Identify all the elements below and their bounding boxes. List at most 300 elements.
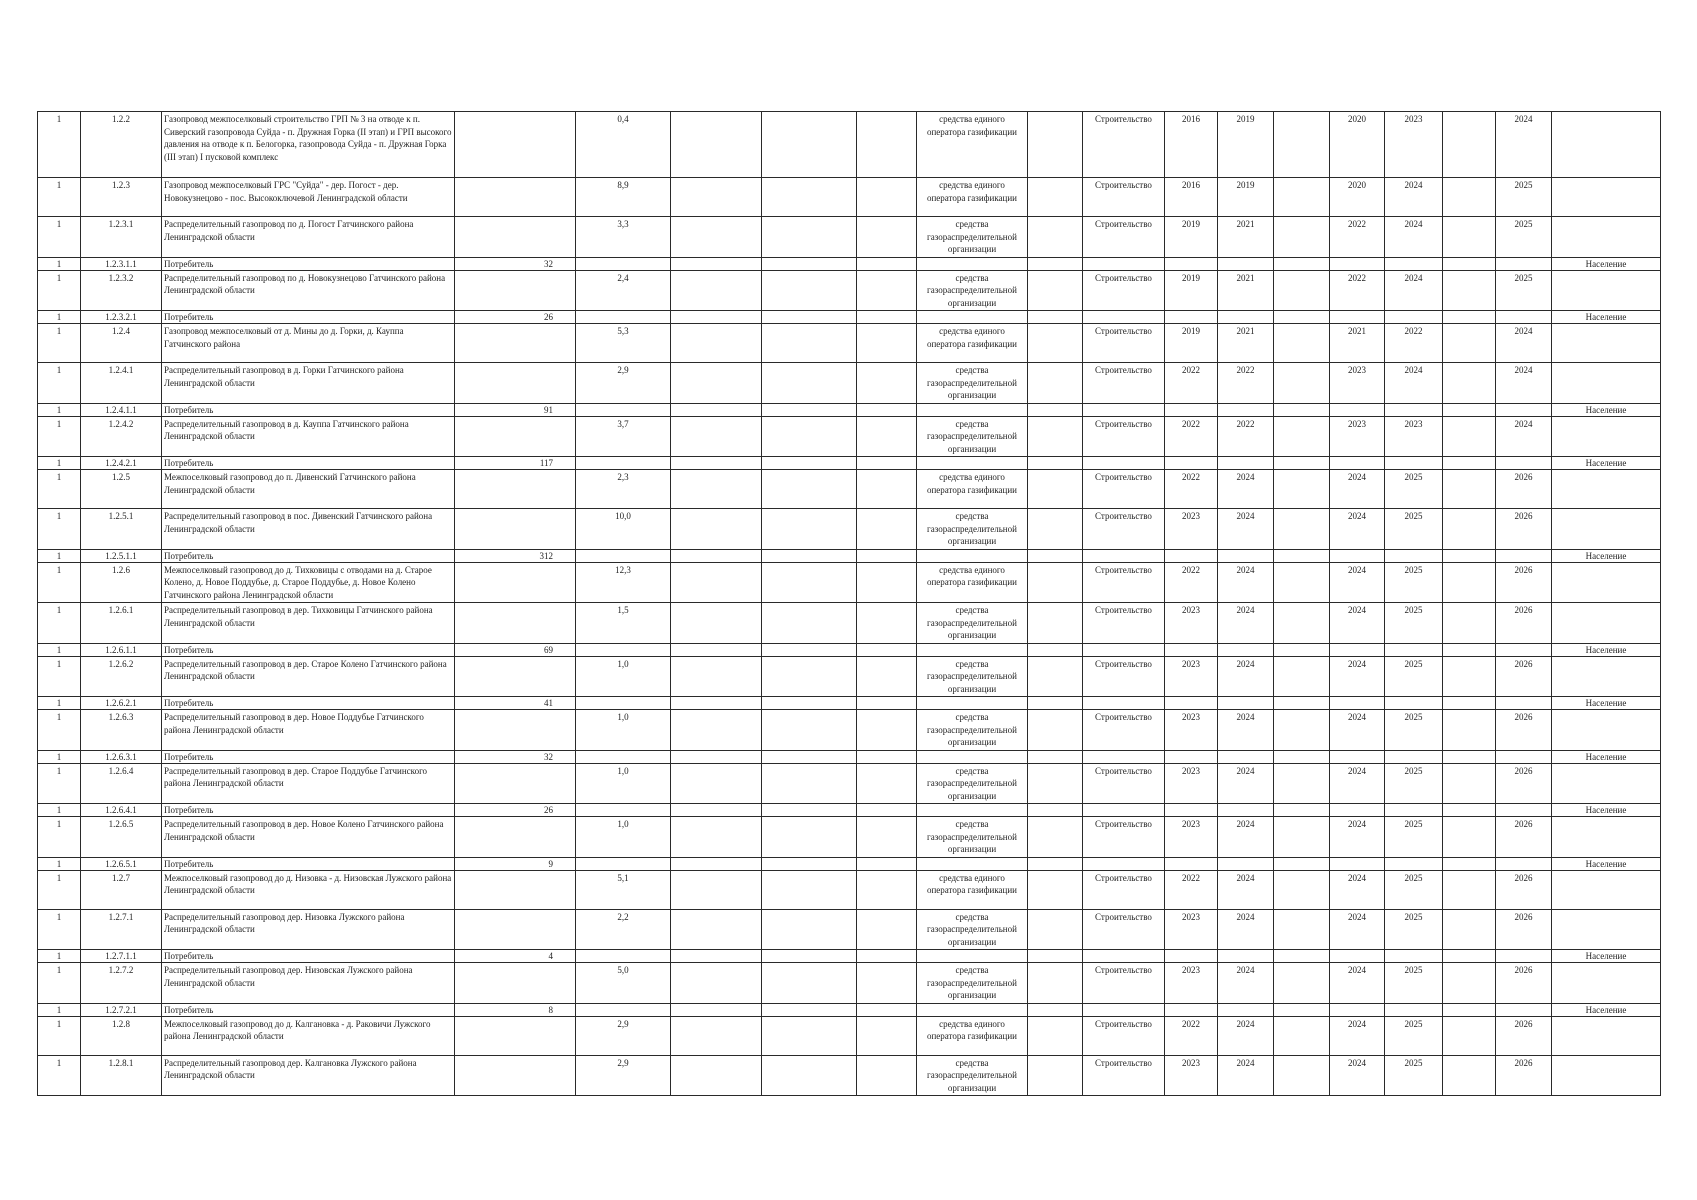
empty-cell — [1028, 403, 1083, 416]
empty-cell — [1385, 403, 1443, 416]
consumer-count-cell: 312 — [455, 549, 576, 562]
empty-cell — [1443, 217, 1496, 258]
funding-source-cell: средства единого оператора газификации — [917, 112, 1028, 178]
empty-cell — [671, 457, 762, 470]
section-cell: 1 — [38, 549, 81, 562]
table-row — [38, 963, 1661, 1004]
section-cell: 1 — [38, 750, 81, 763]
empty-cell — [1552, 603, 1661, 644]
empty-cell — [671, 603, 762, 644]
empty-cell — [1165, 804, 1218, 817]
empty-cell — [1496, 804, 1552, 817]
empty-cell — [857, 562, 917, 603]
length-cell: 1,5 — [576, 603, 671, 644]
work-type-cell: Строительство — [1083, 1016, 1165, 1055]
section-cell: 1 — [38, 324, 81, 363]
empty-cell — [857, 870, 917, 909]
year-cell: 2025 — [1385, 870, 1443, 909]
year-cell: 2026 — [1496, 963, 1552, 1004]
empty-cell — [1443, 950, 1496, 963]
empty-cell — [762, 1055, 857, 1096]
empty-cell — [1165, 457, 1218, 470]
table-row — [38, 562, 1661, 603]
empty-cell — [455, 324, 576, 363]
empty-cell — [857, 363, 917, 404]
empty-cell — [762, 804, 857, 817]
empty-cell — [1083, 697, 1165, 710]
year-cell: 2024 — [1330, 870, 1385, 909]
work-type-cell: Строительство — [1083, 817, 1165, 858]
empty-cell — [576, 1003, 671, 1016]
section-cell: 1 — [38, 270, 81, 311]
work-type-cell: Строительство — [1083, 470, 1165, 509]
empty-cell — [671, 217, 762, 258]
year-cell: 2024 — [1496, 112, 1552, 178]
empty-cell — [671, 509, 762, 550]
work-type-cell: Строительство — [1083, 178, 1165, 217]
consumer-category-cell: Население — [1552, 950, 1661, 963]
empty-cell — [1330, 1003, 1385, 1016]
object-name-cell: Распределительный газопровод по д. Погост Гатчинского района Ленинградской области — [162, 217, 455, 258]
section-cell: 1 — [38, 1003, 81, 1016]
year-cell: 2023 — [1165, 656, 1218, 697]
consumer-category-cell: Население — [1552, 697, 1661, 710]
empty-cell — [455, 1055, 576, 1096]
code-cell: 1.2.3.2.1 — [81, 311, 162, 324]
consumer-label-cell: Потребитель — [162, 403, 455, 416]
year-cell: 2024 — [1218, 817, 1274, 858]
work-type-cell: Строительство — [1083, 763, 1165, 804]
empty-cell — [1443, 817, 1496, 858]
empty-cell — [671, 1016, 762, 1055]
empty-cell — [1443, 311, 1496, 324]
empty-cell — [1496, 857, 1552, 870]
funding-source-cell: средства газораспределительной организации — [917, 270, 1028, 311]
year-cell: 2026 — [1496, 870, 1552, 909]
length-cell: 2,9 — [576, 1016, 671, 1055]
code-cell: 1.2.8.1 — [81, 1055, 162, 1096]
section-cell: 1 — [38, 217, 81, 258]
year-cell: 2022 — [1165, 416, 1218, 457]
consumer-label-cell: Потребитель — [162, 257, 455, 270]
empty-cell — [455, 562, 576, 603]
year-cell: 2016 — [1165, 112, 1218, 178]
empty-cell — [1443, 324, 1496, 363]
empty-cell — [1443, 403, 1496, 416]
section-cell: 1 — [38, 1016, 81, 1055]
code-cell: 1.2.6.2 — [81, 656, 162, 697]
year-cell: 2019 — [1218, 178, 1274, 217]
empty-cell — [1443, 763, 1496, 804]
table-row — [38, 909, 1661, 950]
year-cell: 2025 — [1385, 763, 1443, 804]
empty-cell — [1443, 750, 1496, 763]
empty-cell — [1274, 763, 1330, 804]
consumer-row — [38, 403, 1661, 416]
empty-cell — [671, 804, 762, 817]
empty-cell — [1165, 311, 1218, 324]
empty-cell — [1552, 509, 1661, 550]
section-cell: 1 — [38, 470, 81, 509]
table-row — [38, 112, 1661, 178]
object-name-cell: Межпоселковый газопровод до д. Калгановка - д. Раковичи Лужского района Ленинградской области — [162, 1016, 455, 1055]
empty-cell — [576, 311, 671, 324]
section-cell: 1 — [38, 763, 81, 804]
consumer-category-cell: Население — [1552, 1003, 1661, 1016]
empty-cell — [1165, 257, 1218, 270]
code-cell: 1.2.7.2.1 — [81, 1003, 162, 1016]
empty-cell — [671, 1055, 762, 1096]
empty-cell — [1443, 656, 1496, 697]
empty-cell — [671, 870, 762, 909]
empty-cell — [1218, 643, 1274, 656]
empty-cell — [671, 697, 762, 710]
work-type-cell: Строительство — [1083, 112, 1165, 178]
work-type-cell: Строительство — [1083, 710, 1165, 751]
empty-cell — [1028, 363, 1083, 404]
table-body — [38, 112, 1661, 1096]
code-cell: 1.2.3.2 — [81, 270, 162, 311]
year-cell: 2026 — [1496, 509, 1552, 550]
length-cell: 3,7 — [576, 416, 671, 457]
empty-cell — [1385, 549, 1443, 562]
empty-cell — [1443, 470, 1496, 509]
empty-cell — [455, 870, 576, 909]
empty-cell — [857, 804, 917, 817]
section-cell: 1 — [38, 257, 81, 270]
empty-cell — [762, 416, 857, 457]
empty-cell — [1028, 710, 1083, 751]
consumer-category-cell: Население — [1552, 403, 1661, 416]
section-cell: 1 — [38, 870, 81, 909]
year-cell: 2023 — [1165, 1055, 1218, 1096]
consumer-label-cell: Потребитель — [162, 697, 455, 710]
year-cell: 2024 — [1496, 324, 1552, 363]
year-cell: 2023 — [1330, 416, 1385, 457]
empty-cell — [1028, 217, 1083, 258]
empty-cell — [1218, 311, 1274, 324]
table-row — [38, 363, 1661, 404]
year-cell: 2026 — [1496, 562, 1552, 603]
consumer-count-cell: 4 — [455, 950, 576, 963]
year-cell: 2025 — [1385, 656, 1443, 697]
length-cell: 2,3 — [576, 470, 671, 509]
year-cell: 2024 — [1496, 363, 1552, 404]
empty-cell — [1496, 457, 1552, 470]
year-cell: 2019 — [1218, 112, 1274, 178]
empty-cell — [762, 178, 857, 217]
empty-cell — [762, 643, 857, 656]
year-cell: 2025 — [1385, 710, 1443, 751]
empty-cell — [1028, 1016, 1083, 1055]
empty-cell — [1552, 763, 1661, 804]
consumer-row — [38, 804, 1661, 817]
section-cell: 1 — [38, 509, 81, 550]
funding-source-cell: средства газораспределительной организации — [917, 1055, 1028, 1096]
year-cell: 2019 — [1165, 217, 1218, 258]
year-cell: 2024 — [1330, 909, 1385, 950]
year-cell: 2024 — [1218, 909, 1274, 950]
code-cell: 1.2.4.2 — [81, 416, 162, 457]
empty-cell — [917, 804, 1028, 817]
funding-source-cell: средства газораспределительной организации — [917, 763, 1028, 804]
code-cell: 1.2.6.4.1 — [81, 804, 162, 817]
empty-cell — [917, 257, 1028, 270]
object-name-cell: Газопровод межпоселковый от д. Мины до д. Горки, д. Кауппа Гатчинского района — [162, 324, 455, 363]
empty-cell — [1443, 549, 1496, 562]
empty-cell — [1083, 950, 1165, 963]
empty-cell — [1083, 857, 1165, 870]
year-cell: 2025 — [1385, 509, 1443, 550]
empty-cell — [1274, 1016, 1330, 1055]
empty-cell — [762, 112, 857, 178]
consumer-row — [38, 311, 1661, 324]
empty-cell — [762, 509, 857, 550]
empty-cell — [1330, 857, 1385, 870]
year-cell: 2023 — [1385, 112, 1443, 178]
year-cell: 2023 — [1385, 416, 1443, 457]
section-cell: 1 — [38, 697, 81, 710]
empty-cell — [762, 817, 857, 858]
work-type-cell: Строительство — [1083, 217, 1165, 258]
empty-cell — [1443, 1003, 1496, 1016]
code-cell: 1.2.4.1.1 — [81, 403, 162, 416]
empty-cell — [1385, 257, 1443, 270]
length-cell: 3,3 — [576, 217, 671, 258]
empty-cell — [455, 710, 576, 751]
empty-cell — [1218, 457, 1274, 470]
empty-cell — [1443, 1016, 1496, 1055]
code-cell: 1.2.5.1 — [81, 509, 162, 550]
consumer-label-cell: Потребитель — [162, 549, 455, 562]
empty-cell — [917, 750, 1028, 763]
code-cell: 1.2.6.1 — [81, 603, 162, 644]
funding-source-cell: средства газораспределительной организации — [917, 710, 1028, 751]
empty-cell — [857, 416, 917, 457]
empty-cell — [857, 270, 917, 311]
empty-cell — [1274, 710, 1330, 751]
year-cell: 2023 — [1165, 909, 1218, 950]
length-cell: 5,1 — [576, 870, 671, 909]
year-cell: 2020 — [1330, 178, 1385, 217]
length-cell: 1,0 — [576, 763, 671, 804]
year-cell: 2019 — [1165, 270, 1218, 311]
table-row — [38, 178, 1661, 217]
year-cell: 2026 — [1496, 656, 1552, 697]
funding-source-cell: средства единого оператора газификации — [917, 870, 1028, 909]
consumer-label-cell: Потребитель — [162, 311, 455, 324]
year-cell: 2024 — [1330, 509, 1385, 550]
empty-cell — [1274, 1003, 1330, 1016]
section-cell: 1 — [38, 457, 81, 470]
funding-source-cell: средства единого оператора газификации — [917, 562, 1028, 603]
empty-cell — [1274, 1055, 1330, 1096]
empty-cell — [857, 603, 917, 644]
empty-cell — [1028, 697, 1083, 710]
empty-cell — [1443, 857, 1496, 870]
empty-cell — [1083, 804, 1165, 817]
empty-cell — [857, 909, 917, 950]
year-cell: 2021 — [1330, 324, 1385, 363]
empty-cell — [1028, 562, 1083, 603]
empty-cell — [917, 457, 1028, 470]
funding-source-cell: средства газораспределительной организации — [917, 416, 1028, 457]
empty-cell — [857, 963, 917, 1004]
empty-cell — [1496, 549, 1552, 562]
empty-cell — [1385, 1003, 1443, 1016]
empty-cell — [1274, 217, 1330, 258]
consumer-count-cell: 69 — [455, 643, 576, 656]
empty-cell — [455, 416, 576, 457]
empty-cell — [1028, 311, 1083, 324]
year-cell: 2024 — [1330, 562, 1385, 603]
consumer-label-cell: Потребитель — [162, 643, 455, 656]
year-cell: 2022 — [1385, 324, 1443, 363]
year-cell: 2023 — [1165, 603, 1218, 644]
empty-cell — [1443, 909, 1496, 950]
empty-cell — [762, 697, 857, 710]
year-cell: 2025 — [1385, 603, 1443, 644]
empty-cell — [671, 909, 762, 950]
section-cell: 1 — [38, 857, 81, 870]
empty-cell — [762, 750, 857, 763]
empty-cell — [1274, 457, 1330, 470]
empty-cell — [1443, 870, 1496, 909]
empty-cell — [1165, 643, 1218, 656]
empty-cell — [455, 178, 576, 217]
code-cell: 1.2.7.2 — [81, 963, 162, 1004]
year-cell: 2024 — [1385, 217, 1443, 258]
empty-cell — [671, 817, 762, 858]
empty-cell — [1274, 643, 1330, 656]
length-cell: 5,3 — [576, 324, 671, 363]
consumer-row — [38, 1003, 1661, 1016]
consumer-count-cell: 26 — [455, 311, 576, 324]
consumer-category-cell: Население — [1552, 750, 1661, 763]
section-cell: 1 — [38, 643, 81, 656]
empty-cell — [1165, 403, 1218, 416]
empty-cell — [762, 909, 857, 950]
empty-cell — [857, 257, 917, 270]
consumer-row — [38, 857, 1661, 870]
year-cell: 2024 — [1330, 656, 1385, 697]
consumer-count-cell: 91 — [455, 403, 576, 416]
year-cell: 2025 — [1385, 963, 1443, 1004]
table-row — [38, 416, 1661, 457]
empty-cell — [1552, 217, 1661, 258]
year-cell: 2026 — [1496, 470, 1552, 509]
empty-cell — [1385, 697, 1443, 710]
empty-cell — [1028, 257, 1083, 270]
object-name-cell: Распределительный газопровод в дер. Новое Колено Гатчинского района Ленинградской области — [162, 817, 455, 858]
year-cell: 2022 — [1165, 1016, 1218, 1055]
funding-source-cell: средства единого оператора газификации — [917, 1016, 1028, 1055]
object-name-cell: Распределительный газопровод в дер. Старое Поддубье Гатчинского района Ленинградской области — [162, 763, 455, 804]
empty-cell — [857, 817, 917, 858]
empty-cell — [857, 112, 917, 178]
funding-source-cell: средства газораспределительной организации — [917, 909, 1028, 950]
empty-cell — [917, 697, 1028, 710]
empty-cell — [857, 311, 917, 324]
year-cell: 2025 — [1496, 178, 1552, 217]
empty-cell — [1083, 311, 1165, 324]
empty-cell — [762, 470, 857, 509]
empty-cell — [455, 817, 576, 858]
consumer-category-cell: Население — [1552, 857, 1661, 870]
code-cell: 1.2.3.1.1 — [81, 257, 162, 270]
year-cell: 2024 — [1218, 562, 1274, 603]
empty-cell — [1028, 1055, 1083, 1096]
empty-cell — [1385, 804, 1443, 817]
empty-cell — [1330, 804, 1385, 817]
funding-source-cell: средства газораспределительной организации — [917, 817, 1028, 858]
funding-source-cell: средства газораспределительной организации — [917, 603, 1028, 644]
empty-cell — [576, 804, 671, 817]
empty-cell — [1165, 857, 1218, 870]
funding-source-cell: средства газораспределительной организации — [917, 963, 1028, 1004]
empty-cell — [1552, 324, 1661, 363]
empty-cell — [671, 963, 762, 1004]
consumer-category-cell: Население — [1552, 643, 1661, 656]
table-row — [38, 270, 1661, 311]
empty-cell — [917, 549, 1028, 562]
year-cell: 2016 — [1165, 178, 1218, 217]
empty-cell — [1028, 643, 1083, 656]
empty-cell — [576, 950, 671, 963]
length-cell: 1,0 — [576, 656, 671, 697]
year-cell: 2024 — [1385, 270, 1443, 311]
object-name-cell: Распределительный газопровод в дер. Старое Колено Гатчинского района Ленинградской области — [162, 656, 455, 697]
funding-source-cell: средства газораспределительной организации — [917, 217, 1028, 258]
section-cell: 1 — [38, 311, 81, 324]
empty-cell — [671, 178, 762, 217]
empty-cell — [1028, 178, 1083, 217]
code-cell: 1.2.7.1.1 — [81, 950, 162, 963]
length-cell: 2,2 — [576, 909, 671, 950]
section-cell: 1 — [38, 804, 81, 817]
year-cell: 2024 — [1330, 710, 1385, 751]
consumer-category-cell: Население — [1552, 257, 1661, 270]
year-cell: 2022 — [1165, 870, 1218, 909]
empty-cell — [1552, 656, 1661, 697]
empty-cell — [1274, 817, 1330, 858]
gas-pipeline-schedule-table — [37, 111, 1661, 1096]
year-cell: 2025 — [1496, 270, 1552, 311]
funding-source-cell: средства единого оператора газификации — [917, 470, 1028, 509]
empty-cell — [1274, 270, 1330, 311]
empty-cell — [576, 697, 671, 710]
section-cell: 1 — [38, 363, 81, 404]
empty-cell — [762, 857, 857, 870]
empty-cell — [1274, 950, 1330, 963]
code-cell: 1.2.6.3.1 — [81, 750, 162, 763]
code-cell: 1.2.8 — [81, 1016, 162, 1055]
empty-cell — [857, 857, 917, 870]
empty-cell — [1496, 1003, 1552, 1016]
empty-cell — [455, 509, 576, 550]
empty-cell — [1443, 416, 1496, 457]
empty-cell — [857, 950, 917, 963]
empty-cell — [1552, 562, 1661, 603]
empty-cell — [1443, 1055, 1496, 1096]
empty-cell — [1552, 416, 1661, 457]
year-cell: 2025 — [1385, 1016, 1443, 1055]
year-cell: 2024 — [1218, 870, 1274, 909]
year-cell: 2024 — [1218, 710, 1274, 751]
section-cell: 1 — [38, 817, 81, 858]
empty-cell — [1443, 457, 1496, 470]
section-cell: 1 — [38, 656, 81, 697]
